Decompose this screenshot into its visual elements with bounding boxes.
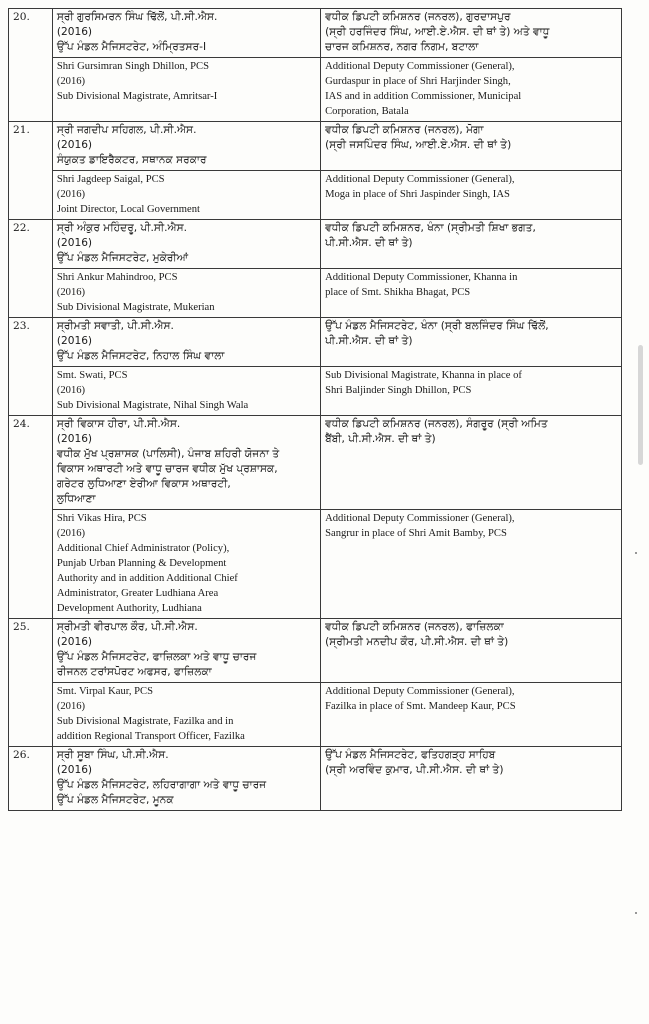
serial-number: 25.	[9, 619, 53, 747]
officer-name-punjabi: ਸ੍ਰੀਮਤੀ ਵੀਰਪਾਲ ਕੌਰ, ਪੀ.ਸੀ.ਐਸ. (2016) ਉੱਪ ਮੰਡਲ ਮੈਜਿਸਟਰੇਟ, ਫਾਜ਼ਿਲਕਾ ਅਤੇ ਵਾਧੂ ਚਾਰਜ ਰੀਜਨਲ ਟਰਾਂਸਪੋਰਟ ਅਫਸਰ, ਫਾਜ਼ਿਲਕਾ	[52, 619, 320, 683]
scrollbar-thumb[interactable]	[638, 345, 643, 465]
table-row-english	[9, 171, 622, 220]
table-row-punjabi	[9, 416, 622, 510]
officer-name-punjabi: ਸ੍ਰੀਮਤੀ ਸਵਾਤੀ, ਪੀ.ਸੀ.ਐਸ. (2016) ਉੱਪ ਮੰਡਲ ਮੈਜਿਸਟਰੇਟ, ਨਿਹਾਲ ਸਿੰਘ ਵਾਲਾ	[52, 318, 320, 367]
new-posting-punjabi: ਵਧੀਕ ਡਿਪਟੀ ਕਮਿਸ਼ਨਰ (ਜਨਰਲ), ਫਾਜ਼ਿਲਕਾ (ਸ੍ਰੀਮਤੀ ਮਨਦੀਪ ਕੌਰ, ਪੀ.ਸੀ.ਐਸ. ਦੀ ਥਾਂ ਤੇ)	[321, 619, 622, 683]
officer-name-english: Smt. Virpal Kaur, PCS (2016) Sub Divisional Magistrate, Fazilka and in addition Regional Transport Officer, Fazilka	[52, 683, 320, 747]
margin-dot	[635, 912, 637, 914]
table-row-punjabi	[9, 747, 622, 811]
new-posting-english: Sub Divisional Magistrate, Khanna in place of Shri Baljinder Singh Dhillon, PCS	[321, 367, 622, 416]
table-row-english	[9, 367, 622, 416]
table-row-punjabi	[9, 619, 622, 683]
new-posting-english: Additional Deputy Commissioner (General), Fazilka in place of Smt. Mandeep Kaur, PCS	[321, 683, 622, 747]
officer-name-english: Shri Vikas Hira, PCS (2016) Additional Chief Administrator (Policy), Punjab Urban Planning & Development Authority and in addition Additional Chief Administrator, Greater Ludhiana Area Development Authority, Ludhiana	[52, 510, 320, 619]
serial-number: 21.	[9, 122, 53, 220]
table-row-punjabi	[9, 122, 622, 171]
serial-number: 24.	[9, 416, 53, 619]
officer-name-punjabi: ਸ੍ਰੀ ਵਿਕਾਸ ਹੀਰਾ, ਪੀ.ਸੀ.ਐਸ. (2016) ਵਧੀਕ ਮੁੱਖ ਪ੍ਰਸ਼ਾਸਕ (ਪਾਲਿਸੀ), ਪੰਜਾਬ ਸ਼ਹਿਰੀ ਯੋਜਨਾ ਤੇ ਵਿਕਾਸ ਅਥਾਰਟੀ ਅਤੇ ਵਾਧੂ ਚਾਰਜ ਵਧੀਕ ਮੁੱਖ ਪ੍ਰਸ਼ਾਸਕ, ਗਰੇਟਰ ਲੁਧਿਆਣਾ ਏਰੀਆ ਵਿਕਾਸ ਅਥਾਰਟੀ, ਲੁਧਿਆਣਾ	[52, 416, 320, 510]
margin-dot	[635, 552, 637, 554]
officer-name-punjabi: ਸ੍ਰੀ ਸੂਬਾ ਸਿੰਘ, ਪੀ.ਸੀ.ਐਸ. (2016) ਉੱਪ ਮੰਡਲ ਮੈਜਿਸਟਰੇਟ, ਲਹਿਰਾਗਾਗਾ ਅਤੇ ਵਾਧੂ ਚਾਰਜ ਉੱਪ ਮੰਡਲ ਮੈਜਿਸਟਰੇਟ, ਮੂਨਕ	[52, 747, 320, 811]
table-row-english	[9, 269, 622, 318]
new-posting-punjabi: ਉੱਪ ਮੰਡਲ ਮੈਜਿਸਟਰੇਟ, ਫਤਿਹਗੜ੍ਹ ਸਾਹਿਬ (ਸ੍ਰੀ ਅਰਵਿੰਦ ਕੁਮਾਰ, ਪੀ.ਸੀ.ਐਸ. ਦੀ ਥਾਂ ਤੇ)	[321, 747, 622, 811]
new-posting-punjabi: ਵਧੀਕ ਡਿਪਟੀ ਕਮਿਸ਼ਨਰ, ਖੰਨਾ (ਸ੍ਰੀਮਤੀ ਸ਼ਿਖਾ ਭਗਤ, ਪੀ.ਸੀ.ਐਸ. ਦੀ ਥਾਂ ਤੇ)	[321, 220, 622, 269]
new-posting-english: Additional Deputy Commissioner, Khanna in place of Smt. Shikha Bhagat, PCS	[321, 269, 622, 318]
officer-name-english: Shri Gursimran Singh Dhillon, PCS (2016) Sub Divisional Magistrate, Amritsar-I	[52, 58, 320, 122]
table-row-english	[9, 58, 622, 122]
transfer-orders-table	[8, 8, 622, 811]
table-row-english	[9, 510, 622, 619]
serial-number: 26.	[9, 747, 53, 811]
serial-number: 22.	[9, 220, 53, 318]
table-row-punjabi	[9, 318, 622, 367]
document-page	[8, 8, 622, 811]
new-posting-punjabi: ਵਧੀਕ ਡਿਪਟੀ ਕਮਿਸ਼ਨਰ (ਜਨਰਲ), ਗੁਰਦਾਸਪੁਰ (ਸ੍ਰੀ ਹਰਜਿੰਦਰ ਸਿੰਘ, ਆਈ.ਏ.ਐਸ. ਦੀ ਥਾਂ ਤੇ) ਅਤੇ ਵਾਧੂ ਚਾਰਜ ਕਮਿਸ਼ਨਰ, ਨਗਰ ਨਿਗਮ, ਬਟਾਲਾ	[321, 9, 622, 58]
officer-name-english: Shri Jagdeep Saigal, PCS (2016) Joint Director, Local Government	[52, 171, 320, 220]
table-row-punjabi	[9, 9, 622, 58]
new-posting-english: Additional Deputy Commissioner (General), Moga in place of Shri Jaspinder Singh, IAS	[321, 171, 622, 220]
officer-name-english: Smt. Swati, PCS (2016) Sub Divisional Magistrate, Nihal Singh Wala	[52, 367, 320, 416]
officer-name-punjabi: ਸ੍ਰੀ ਅੰਕੁਰ ਮਹਿੰਦਰੂ, ਪੀ.ਸੀ.ਐਸ. (2016) ਉੱਪ ਮੰਡਲ ਮੈਜਿਸਟਰੇਟ, ਮੁਕੇਰੀਆਂ	[52, 220, 320, 269]
serial-number: 23.	[9, 318, 53, 416]
serial-number: 20.	[9, 9, 53, 122]
table-row-english	[9, 683, 622, 747]
new-posting-english: Additional Deputy Commissioner (General), Gurdaspur in place of Shri Harjinder Singh, IAS and in addition Commissioner, Municipal Corporation, Batala	[321, 58, 622, 122]
table-row-punjabi	[9, 220, 622, 269]
new-posting-punjabi: ਉੱਪ ਮੰਡਲ ਮੈਜਿਸਟਰੇਟ, ਖੰਨਾ (ਸ੍ਰੀ ਬਲਜਿੰਦਰ ਸਿੰਘ ਢਿੱਲੋਂ, ਪੀ.ਸੀ.ਐਸ. ਦੀ ਥਾਂ ਤੇ)	[321, 318, 622, 367]
new-posting-english: Additional Deputy Commissioner (General), Sangrur in place of Shri Amit Bamby, PCS	[321, 510, 622, 619]
new-posting-punjabi: ਵਧੀਕ ਡਿਪਟੀ ਕਮਿਸ਼ਨਰ (ਜਨਰਲ), ਮੋਗਾ (ਸ੍ਰੀ ਜਸਪਿੰਦਰ ਸਿੰਘ, ਆਈ.ਏ.ਐਸ. ਦੀ ਥਾਂ ਤੇ)	[321, 122, 622, 171]
officer-name-punjabi: ਸ੍ਰੀ ਜਗਦੀਪ ਸਹਿਗਲ, ਪੀ.ਸੀ.ਐਸ. (2016) ਸੰਯੁਕਤ ਡਾਇਰੈਕਟਰ, ਸਥਾਨਕ ਸਰਕਾਰ	[52, 122, 320, 171]
new-posting-punjabi: ਵਧੀਕ ਡਿਪਟੀ ਕਮਿਸ਼ਨਰ (ਜਨਰਲ), ਸੰਗਰੂਰ (ਸ੍ਰੀ ਅਮਿਤ ਬੈਂਬੀ, ਪੀ.ਸੀ.ਐਸ. ਦੀ ਥਾਂ ਤੇ)	[321, 416, 622, 510]
officer-name-punjabi: ਸ੍ਰੀ ਗੁਰਸਿਮਰਨ ਸਿੰਘ ਢਿੱਲੋਂ, ਪੀ.ਸੀ.ਐਸ. (2016) ਉੱਪ ਮੰਡਲ ਮੈਜਿਸਟਰੇਟ, ਅੰਮ੍ਰਿਤਸਰ-I	[52, 9, 320, 58]
officer-name-english: Shri Ankur Mahindroo, PCS (2016) Sub Divisional Magistrate, Mukerian	[52, 269, 320, 318]
